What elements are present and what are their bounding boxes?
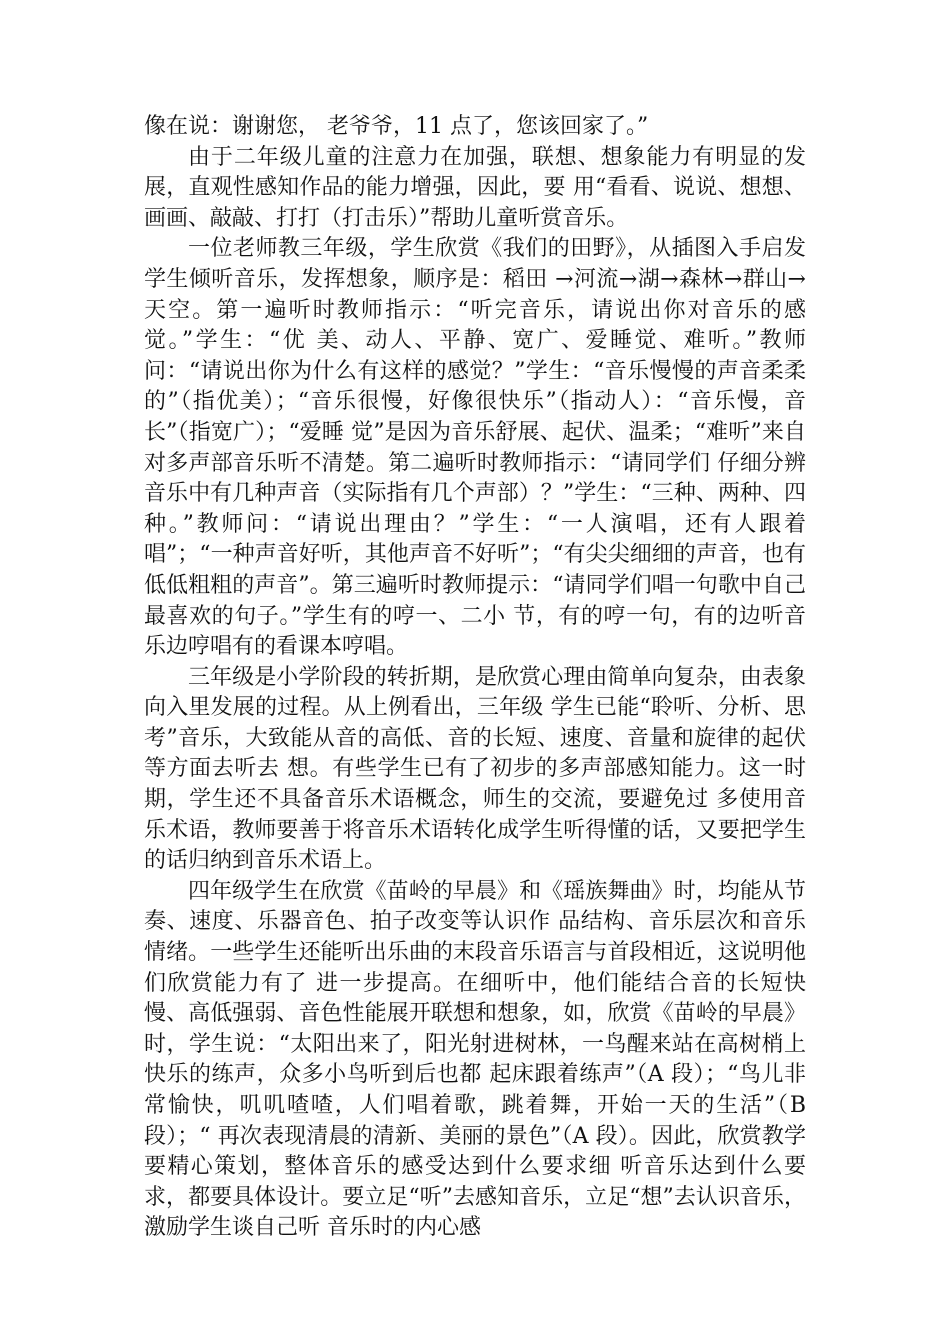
paragraph: 一位老师教三年级，学生欣赏《我们的田野》，从插图入手启发学生倾听音乐，发挥想象，顺序是：稻田 →河流→湖→森林→群山→天空。第一遍听时教师指示：“听完音乐，请说出你对音乐的感觉。”学生：“优 美、动人、平静、宽广、爱睡觉、难听。”教师问：“请说出你为什么有这样的感觉？”学生：“音乐慢慢的声音柔柔的”（指优美）；“音乐很慢，好像很快乐”（指动人）：“音乐慢，音长”（指宽广）；“爱睡 觉”是因为音乐舒展、起伏、温柔；“难听”来自对多声部音乐听不清楚。第二遍听时教师指示：“请同学们 仔细分辨音乐中有几种声音（实际指有几个声部）？”学生：“三种、两种、四种。”教师问：“请说出理由？”学生：“一人演唱，还有人跟着唱”；“一种声音好听，其他声音不好听”；“有尖尖细细的声音，也有 低低粗粗的声音”。第三遍听时教师提示：“请同学们唱一句歌中自己最喜欢的句子。”学生有的哼一、二小 节，有的哼一句，有的边听音乐边哼唱有的看课本哼唱。 (144, 236, 806, 660)
document-body (144, 112, 806, 1244)
paragraph: 四年级学生在欣赏《苗岭的早晨》和《瑶族舞曲》时，均能从节奏、速度、乐器音色、拍子改变等认识作 品结构、音乐层次和音乐情绪。一些学生还能听出乐曲的末段音乐语言与首段相近，这说明他们欣赏能力有了 进一步提高。在细听中，他们能结合音的长短快慢、高低强弱、音色性能展开联想和想象，如，欣赏《苗岭的早晨》时，学生说：“太阳出来了，阳光射进树林，一鸟醒来站在高树梢上快乐的练声，众多小鸟听到后也都 起床跟着练声”（A 段）；“鸟儿非常愉快，叽叽喳喳，人们唱着歌，跳着舞，开始一天的生活”（B 段）；“ 再次表现清晨的清新、美丽的景色”（A 段）。因此，欣赏教学要精心策划，整体音乐的感受达到什么要求细 听音乐达到什么要求，都要具体设计。要立足“听”去感知音乐，立足“想”去认识音乐，激励学生谈自己听 音乐时的内心感 (144, 878, 806, 1241)
paragraph: 由于二年级儿童的注意力在加强，联想、想象能力有明显的发展，直观性感知作品的能力增强，因此，要 用“看看、说说、想想、画画、敲敲、打打（打击乐）”帮助儿童听赏音乐。 (144, 144, 806, 231)
paragraph: 三年级是小学阶段的转折期，是欣赏心理由简单向复杂，由表象向入里发展的过程。从上例看出，三年级 学生已能“聆听、分析、思考”音乐，大致能从音的高低、音的长短、速度、音量和旋律的起伏等方面去听去 想。有些学生已有了初步的多声部感知能力。这一时期，学生还不具备音乐术语概念，师生的交流，要避免过 多使用音乐术语，教师要善于将音乐术语转化成学生听得懂的话，又要把学生的话归纳到音乐术语上。 (144, 664, 806, 874)
paragraph: 像在说：谢谢您， 老爷爷，11 点了，您该回家了。” (144, 114, 649, 139)
